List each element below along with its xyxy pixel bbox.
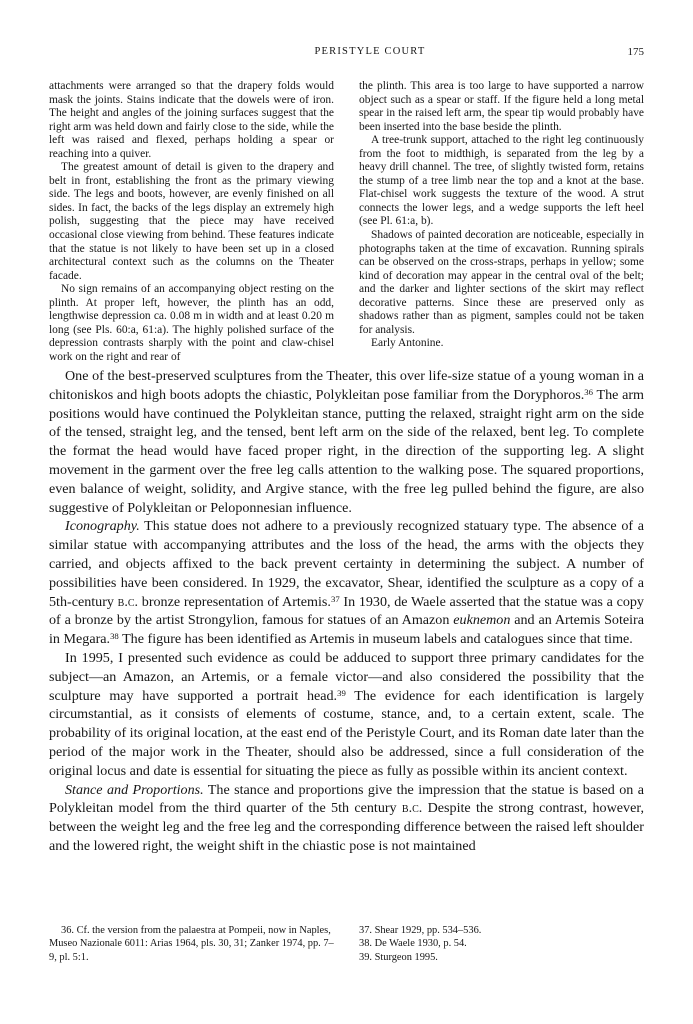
footnote-36: 36. Cf. the version from the palaestra at Pompeii, now in Naples, Museo Nazionale 6011: Arias 1964, pls. 30, 31; Zanker 1974, pp. 7–9, pl. 5:1.	[49, 925, 334, 963]
footnote-37: 37. Shear 1929, pp. 534–536.	[359, 925, 482, 936]
footnote-39: 39. Sturgeon 1995.	[359, 951, 438, 963]
footnote-ref-36[interactable]: 36	[584, 386, 594, 397]
right-paragraph-2: A tree-trunk support, attached to the right leg continuously from the foot to midthigh, is separated from the leg by a heavy drill channel. The tree, of slightly twisted form, retains the stump of a tree limb near the top and a knot at the base. Flat-chisel work suggests the texture of the wood. A strut connects the lower legs, and a wedge supports the left heel (see Pl. 61:a, b).	[359, 134, 644, 228]
footnote-ref-38[interactable]: 38	[110, 630, 119, 641]
body-paragraph-1: One of the best-preserved sculptures from the Theater, this over life-size statue of a young woman in a chitoniskos and high boots adopts the chiastic, Polykleitan pose familiar from the Doryphoros.$^{36}$ The arm positions would have continued the Polykleitan stance, putting the relaxed, straight right arm on the side of the tensed, straight leg, and the tensed, bent left arm on the side of the relaxed, bent leg. To complete the format the head would have faced proper right, in the direction of the supporting leg. A slight movement in the garment over the free leg calls attention to the walking pose. The squared proportions, even balance of weight, solidity, and Argive stance, with the free leg pulled behind the figure, are also suggestive of Polykleitan or Peloponnesian influence.	[49, 368, 644, 516]
left-paragraph-1: attachments were arranged so that the drapery folds would mask the joints. Stains indicate that the dowels were of iron. The height and angles of the joining surfaces suggest that the right arm was held down and fairly close to the side, while the left was raised and flexed, perhaps holding a spear or reaching into a quiver.	[49, 80, 334, 160]
running-header-title: PERISTYLE COURT	[314, 46, 426, 57]
right-paragraph-1: the plinth. This area is too large to have supported a narrow object such as a spear or staff. If the figure held a long metal spear in the raised left arm, the spear tip would probably have been inserted into the base beside the plinth.	[359, 80, 644, 133]
date-statement: Early Antonine.	[371, 337, 444, 350]
right-column	[359, 80, 644, 351]
section-heading-iconography: Iconography.	[65, 518, 140, 535]
body-paragraph-stance: Stance and Proportions. The stance and proportions give the impression that the statue is based on a Polykleitan model from the third quarter of the 5th century b.c. Despite the strong contrast, however, between the weight leg and the free leg and the corresponding difference between the raised left shoulder and the lowered right, the weight shift in the chiastic pose is not maintained	[49, 781, 644, 854]
body-paragraph-3: In 1995, I presented such evidence as could be adduced to support three primary candidates for the subject—an Amazon, an Artemis, or a female victor—and also considered the possibility that the sculpture may have supported a portrait head.$^{39}$ The evidence for each identification is largely circumstantial, as it consists of elements of costume, stance, and, to a certain extent, scale. The probability of its original location, at the east end of the Peristyle Court, and its Roman date later than the period of the major work in the Theater, should also be addressed, since a full consideration of the original locus and date is essential for situating the piece as fully as possible within its ancient context.	[49, 649, 645, 779]
left-column	[49, 80, 334, 364]
left-paragraph-3: No sign remains of an accompanying object resting on the plinth. At proper left, however, the plinth has an odd, lengthwise depression ca. 0.08 m in width and at least 0.20 m long (see Pls. 60:a, 61:a). The highly polished surface of the depression contrasts sharply with the point and claw-chisel work on the right and rear of	[49, 283, 334, 363]
section-heading-stance: Stance and Proportions.	[65, 781, 204, 798]
footnotes-left	[49, 924, 339, 964]
footnote-38: 38. De Waele 1930, p. 54.	[359, 938, 467, 950]
right-paragraph-3: Shadows of painted decoration are noticeable, especially in photographs taken at the time of excavation. Running spirals can be observed on the cross-straps, perhaps in yellow; some kind of decoration may appear in the central oval of the belt; and the darker and lighter sections of the skirt may reflect decorative patterns. Since these are preserved only as shadows rather than as pigment, samples could not be taken for analysis.	[359, 229, 644, 336]
page-number: 175	[627, 46, 644, 58]
footnotes-right	[359, 924, 644, 964]
main-text	[49, 367, 644, 856]
footnote-ref-37[interactable]: 37	[330, 593, 340, 604]
left-paragraph-2: The greatest amount of detail is given to the drapery and belt in front, establishing the front as the primary viewing side. The legs and boots, however, are evenly finished on all sides. In fact, the backs of the legs display an extremely high polish, suggesting that the piece may have received occasional close viewing from behind. These features indicate that the statue is not likely to have been set up in a closed architectural context such as the columns on the Theater facade.	[49, 161, 334, 282]
body-paragraph-iconography: Iconography. This statue does not adhere to a previously recognized statuary type. The absence of a similar statue with accompanying attributes and the loss of the head, the arms with the objects they carried, and objects affixed to the back prevent certainty in determining the subject. A number of possibilities have been considered. In 1929, the excavator, Shear, identified the sculpture as a copy of a 5th-century b.c. bronze representation of Artemis.$^{37}$ In 1930, de Waele asserted that the statue was a copy of a bronze by the artist Strongylion, famous for statues of an Amazon euknemon and an Artemis Soteira in Megara.$^{38}$ The figure has been identified as Artemis in museum labels and catalogues since that time.	[49, 518, 645, 648]
footnote-ref-39[interactable]: 39	[337, 687, 346, 698]
